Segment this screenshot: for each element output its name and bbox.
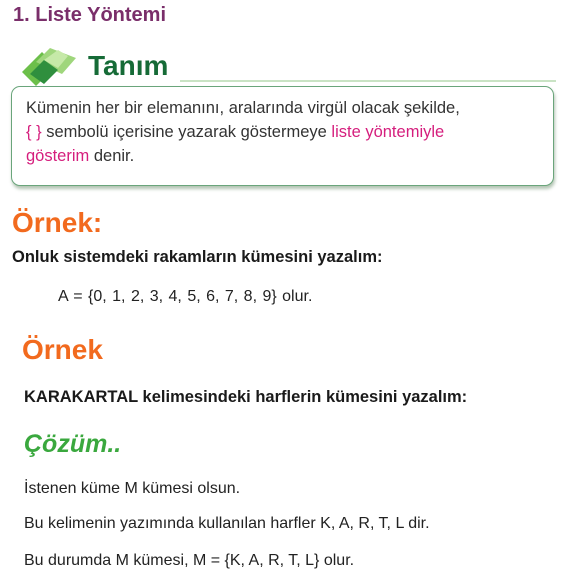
example-prompt: KARAKARTAL kelimesindeki harflerin kümesini yazalım: [24, 388, 468, 406]
example-title: Örnek: [12, 207, 103, 238]
title-divider [180, 80, 556, 82]
definition-text-part: denir. [89, 147, 135, 165]
definition-text-part: Kümenin her bir elemanını, aralarında virgül olacak şekilde, [26, 99, 460, 117]
example-title: Örnek [22, 334, 103, 365]
definition-text [26, 96, 552, 168]
definition-title: Tanım [88, 50, 169, 81]
solution-line: Bu kelimenin yazımında kullanılan harfler K, A, R, T, L dir. [24, 515, 430, 532]
definition-text-part: sembolü içerisine yazarak göstermeye [41, 123, 332, 141]
solution-line: İstenen küme M kümesi olsun. [24, 480, 241, 497]
solution-line: Bu durumda M kümesi, M = {K, A, R, T, L} olur. [24, 552, 355, 569]
solution-title: Çözüm.. [24, 430, 122, 458]
section-heading: 1. Liste Yöntemi [13, 4, 167, 26]
example-answer: A = {0, 1, 2, 3, 4, 5, 6, 7, 8, 9} olur. [58, 288, 313, 305]
example-prompt: Onluk sistemdeki rakamların kümesini yazalım: [12, 248, 383, 266]
green-diamond-logo-icon [20, 44, 78, 88]
definition-term: liste yöntemiyle [331, 123, 445, 141]
definition-term: gösterim [26, 147, 90, 165]
braces-symbol: { } [26, 123, 42, 141]
